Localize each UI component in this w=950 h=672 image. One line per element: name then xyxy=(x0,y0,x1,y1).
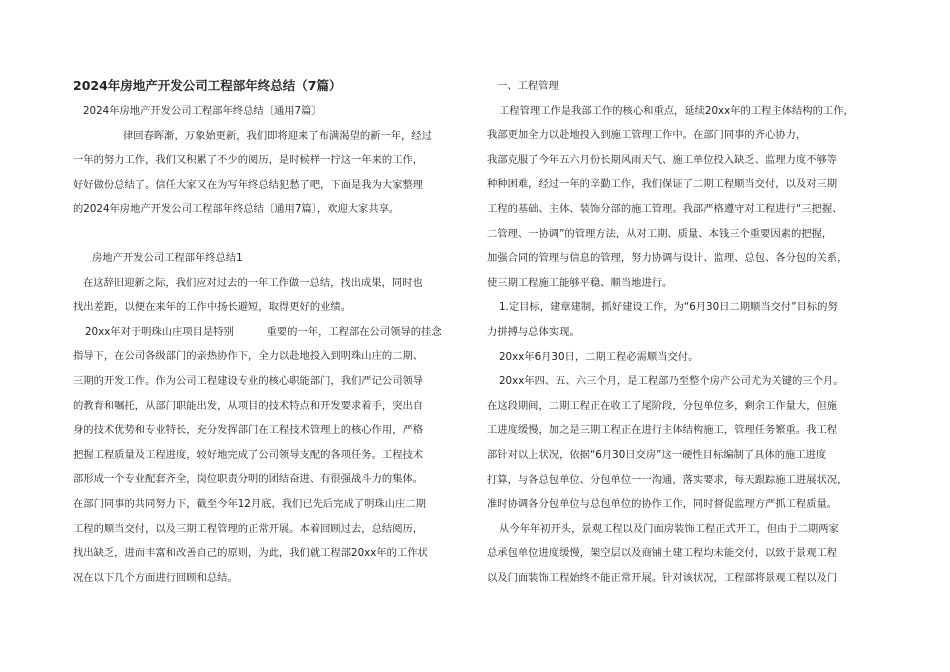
text-line: 我部更加全力以赴地投入到施工管理工作中。在部门同事的齐心协力， xyxy=(487,129,807,142)
text-line: 的2024年房地产开发公司工程部年终总结〔通用7篇〕，欢迎大家共享。 xyxy=(73,203,400,216)
text-line: 一年的努力工作，我们又积累了不少的阅历，是时候样一拧这一年来的工作， xyxy=(73,154,424,167)
text-line: 部形成一个专业配套齐全，岗位职责分明的团结奋进、有很强战斗力的集体。 xyxy=(73,473,424,486)
text-line: 好好做份总结了。信任大家又在为写年终总结犯愁了吧，下面是我为大家整理 xyxy=(73,178,424,191)
section-heading: 一、工程管理 xyxy=(497,80,559,92)
text-line: 20xx年6月30日，二期工程必需顺当交付。 xyxy=(499,350,699,363)
text-line: 找出差距，以便在来年的工作中扬长避短，取得更好的业绩。 xyxy=(73,301,352,314)
section-heading: 房地产开发公司工程部年终总结1 xyxy=(92,251,243,264)
text-line: 身的技术优势和专业特长，充分发挥部门在工程技术管理上的核心作用，严格 xyxy=(73,424,424,437)
text-line: 打算，与各总包单位、分包单位一一沟通，落实要求，每天跟踪施工进展状况， xyxy=(487,473,848,486)
text-line: 工进度缓慢，加之是三期工程正在进行主体结构施工，管理任务繁重。我工程 xyxy=(487,424,838,437)
paragraph xyxy=(73,320,463,591)
text-line: 力拼搏与总体实现。 xyxy=(487,325,580,338)
text-line: 准时协调各分包单位与总包单位的协作工作，同时督促监理方严抓工程质量。 xyxy=(487,498,838,511)
text-line: 1.定目标，建章建制，抓好建设工作，为“6月30日二期顺当交付”目标的努 xyxy=(499,301,838,314)
paragraph xyxy=(487,345,879,370)
text-line: 律回春晖渐，万象始更新，我们即将迎来了布满渴望的新一年，经过 xyxy=(123,129,432,142)
text-line: 在这段期间，二期工程正在收工了尾阶段，分包单位多，剩余工作量大，但施 xyxy=(487,399,838,412)
text-line: 以及门面装饰工程始终不能正常开展。针对该状况，工程部将景观工程以及门 xyxy=(487,571,838,584)
intro-paragraph xyxy=(73,124,463,222)
left-column xyxy=(73,74,463,590)
text-line: 工程的基础、主体、装饰分部的施工管理。我部严格遵守对工程进行“三把握、 xyxy=(487,202,843,215)
text-line: 使三期工程施工能够平稳、顺当地进行。 xyxy=(487,276,673,289)
paragraph xyxy=(73,271,463,320)
paragraph xyxy=(487,369,879,517)
spacer xyxy=(73,222,463,246)
text-line: 总承包单位进度缓慢，架空层以及商铺土建工程均未能交付，以致于景观工程 xyxy=(487,547,838,560)
text-line: 指导下，在公司各级部门的亲热协作下，全力以赴地投入到明珠山庄的二期、 xyxy=(73,350,424,363)
text-line: 三期的开发工作。作为公司工程建设专业的核心职能部门，我们严记公司领导 xyxy=(73,374,424,387)
text-line: 在部门同事的共同努力下，截至今年12月底，我们已先后完成了明珠山庄二期 xyxy=(73,497,426,510)
text-line: 我部克服了今年五六月份长期风雨天气、施工单位投入缺乏、监理力度不够等 xyxy=(487,153,838,166)
text-line: 工程的顺当交付，以及三期工程管理的正常开展。本着回顾过去，总结阅历， xyxy=(73,522,424,535)
text-line: 把握工程质量及工程进度，较好地完成了公司领导支配的各项任务。工程技术 xyxy=(73,448,424,461)
text-line: 加强合同的管理与信息的管理，努力协调与设计、监理、总包、各分包的关系， xyxy=(487,252,848,265)
text-line: 二管理、一协调”的管理方法，从对工期、质量、本钱三个重要因素的把握， xyxy=(487,227,833,240)
text-line: 20xx年四、五、六三个月，是工程部乃至整个房产公司尤为关键的三个月。 xyxy=(499,375,844,388)
text-line: 种种困难，经过一年的辛勤工作，我们保证了二期工程顺当交付，以及对三期 xyxy=(487,178,838,191)
text-line: 找出缺乏，进而丰富和改善自己的原则，为此，我们就工程部20xx年的工作状 xyxy=(73,547,428,560)
text-line: 工程管理工作是我部工作的核心和重点，延续20xx年的工程主体结构的工作， xyxy=(499,104,854,117)
right-column xyxy=(487,74,879,590)
document-title: 2024年房地产开发公司工程部年终总结（7篇） xyxy=(73,78,342,93)
text-line: 20xx年对于明珠山庄项目是特别 重要的一年，工程部在公司领导的挂念 xyxy=(85,325,442,338)
text-line: 在这辞旧迎新之际，我们应对过去的一年工作做一总结，找出成果，同时也 xyxy=(83,276,423,289)
text-line: 的教育和嘱托，从部门职能出发，从项目的技术特点和开发要求着手，突出自 xyxy=(73,399,424,412)
text-line: 况在以下几个方面进行回顾和总结。 xyxy=(73,571,238,584)
text-line: 从今年年初开头，景观工程以及门面房装饰工程正式开工，但由于二期两家 xyxy=(499,522,839,535)
document-subtitle: 2024年房地产开发公司工程部年终总结〔通用7篇〕 xyxy=(83,105,322,117)
paragraph xyxy=(487,517,879,591)
paragraph xyxy=(487,99,879,296)
text-line: 部针对以上状况，依据“6月30日交房”这一硬性目标编制了具体的施工进度 xyxy=(487,448,827,461)
paragraph xyxy=(487,295,879,344)
